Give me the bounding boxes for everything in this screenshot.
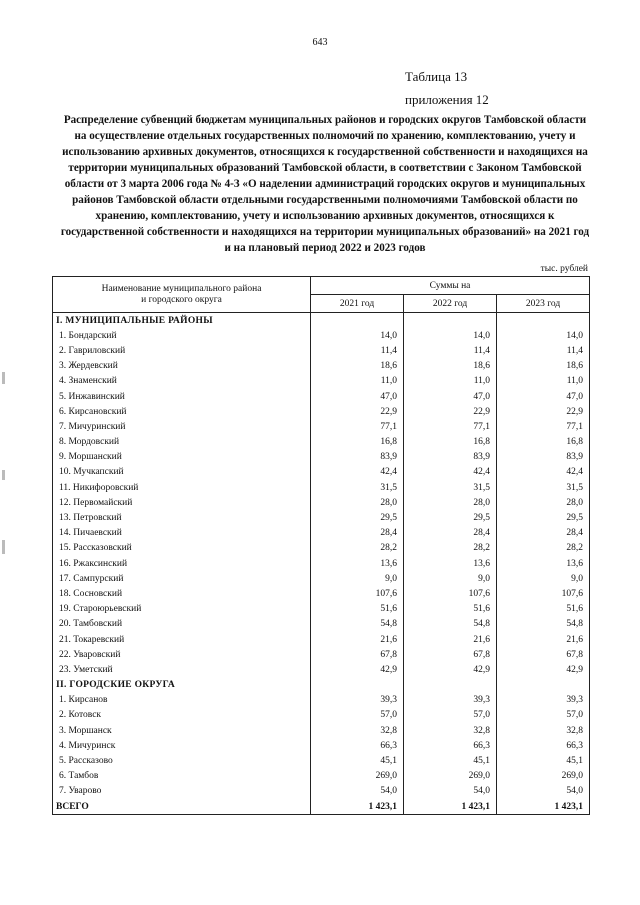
- table-row: [53, 586, 590, 601]
- table-row: [53, 526, 590, 541]
- table-body: [53, 313, 590, 815]
- row-label: 6. Кирсановский: [53, 404, 311, 419]
- table-row: [53, 404, 590, 419]
- amount-cell: 51,6: [497, 602, 590, 617]
- table-row: [53, 480, 590, 495]
- table-row: [53, 541, 590, 556]
- sums-header: Суммы на: [311, 277, 590, 295]
- amount-cell: 39,3: [497, 693, 590, 708]
- section-header-row: [53, 678, 590, 693]
- table-row: [53, 632, 590, 647]
- amount-cell: 11,0: [497, 374, 590, 389]
- amount-cell: 83,9: [497, 450, 590, 465]
- amount-cell: 83,9: [311, 450, 404, 465]
- row-label: 1. Кирсанов: [53, 693, 311, 708]
- amount-cell: 54,8: [404, 617, 497, 632]
- amount-cell: 21,6: [497, 632, 590, 647]
- amount-cell: 57,0: [497, 708, 590, 723]
- year-header-2021: 2021 год: [311, 295, 404, 313]
- row-label: ВСЕГО: [53, 799, 311, 815]
- table-row: [53, 389, 590, 404]
- name-header-line2: и городского округа: [141, 294, 222, 305]
- table-row: [53, 374, 590, 389]
- amount-cell: 269,0: [404, 769, 497, 784]
- row-label: 20. Тамбовский: [53, 617, 311, 632]
- row-label: 3. Жердевский: [53, 359, 311, 374]
- row-label: 8. Мордовский: [53, 435, 311, 450]
- document-title: Распределение субвенций бюджетам муниципальных районов и городских округов Тамбовской области на осуществление отдельных государственных полномочий по хранению, комплектованию, учету и использованию архивных документов, относящихся к государственной собственности и находящихся на территории муниципальных образований Тамбовской области, в соответствии с Законом Тамбовской области от 3 марта 2006 года № 4-З «О наделении администраций городских округов и муниципальных районов Тамбовской области отдельными государственными полномочиями Тамбовской области по хранению, комплектованию, учету и использованию архивных документов, относящихся к государственной собственности и находящихся на территории муниципальных образований» на 2021 год и на плановый период 2022 и 2023 годов: [60, 114, 590, 254]
- amount-cell: 9,0: [497, 571, 590, 586]
- amount-cell: 22,9: [404, 404, 497, 419]
- amount-cell: 42,4: [311, 465, 404, 480]
- empty-cell: [311, 313, 404, 329]
- table-row: [53, 495, 590, 510]
- amount-cell: 18,6: [404, 359, 497, 374]
- year-header-2022: 2022 год: [404, 295, 497, 313]
- table-row: [53, 465, 590, 480]
- amount-cell: 107,6: [311, 586, 404, 601]
- amount-cell: 66,3: [497, 738, 590, 753]
- amount-cell: 42,9: [497, 662, 590, 677]
- table-row: [53, 617, 590, 632]
- amount-cell: 18,6: [497, 359, 590, 374]
- table-row: [53, 769, 590, 784]
- amount-cell: 9,0: [311, 571, 404, 586]
- amount-cell: 47,0: [311, 389, 404, 404]
- table-row: [53, 556, 590, 571]
- amount-cell: 269,0: [311, 769, 404, 784]
- table-row: [53, 328, 590, 343]
- amount-cell: 51,6: [311, 602, 404, 617]
- amount-cell: 32,8: [404, 723, 497, 738]
- row-label: 14. Пичаевский: [53, 526, 311, 541]
- amount-cell: 47,0: [497, 389, 590, 404]
- row-label: 10. Мучкапский: [53, 465, 311, 480]
- amount-cell: 67,8: [497, 647, 590, 662]
- amount-cell: 21,6: [311, 632, 404, 647]
- amount-cell: 39,3: [404, 693, 497, 708]
- amount-cell: 28,4: [311, 526, 404, 541]
- row-label: 11. Никифоровский: [53, 480, 311, 495]
- amount-cell: 11,0: [404, 374, 497, 389]
- amount-cell: 11,4: [404, 343, 497, 358]
- amount-cell: 107,6: [497, 586, 590, 601]
- row-label: 21. Токаревский: [53, 632, 311, 647]
- amount-cell: 16,8: [311, 435, 404, 450]
- row-label: 5. Рассказово: [53, 753, 311, 768]
- amount-cell: 28,2: [311, 541, 404, 556]
- table-row: [53, 450, 590, 465]
- amount-cell: 32,8: [497, 723, 590, 738]
- amount-cell: 28,4: [404, 526, 497, 541]
- row-label: II. ГОРОДСКИЕ ОКРУГА: [53, 678, 311, 693]
- amount-cell: 77,1: [311, 419, 404, 434]
- row-label: 7. Мичуринский: [53, 419, 311, 434]
- table-row: [53, 419, 590, 434]
- scan-margin-mark: [2, 470, 5, 480]
- table-row: [53, 693, 590, 708]
- row-label: 2. Гавриловский: [53, 343, 311, 358]
- amount-cell: 45,1: [404, 753, 497, 768]
- amount-cell: 39,3: [311, 693, 404, 708]
- row-label: 23. Уметский: [53, 662, 311, 677]
- row-label: 22. Уваровский: [53, 647, 311, 662]
- page-number: 643: [312, 37, 328, 48]
- empty-cell: [311, 678, 404, 693]
- amount-cell: 66,3: [311, 738, 404, 753]
- row-label: 12. Первомайский: [53, 495, 311, 510]
- row-label: 15. Рассказовский: [53, 541, 311, 556]
- empty-cell: [497, 313, 590, 329]
- amount-cell: 51,6: [404, 602, 497, 617]
- table-row: [53, 510, 590, 525]
- row-label: 19. Староюрьевский: [53, 602, 311, 617]
- amount-cell: 16,8: [404, 435, 497, 450]
- table-row: [53, 708, 590, 723]
- amount-cell: 42,9: [311, 662, 404, 677]
- amount-cell: 31,5: [404, 480, 497, 495]
- amount-cell: 28,2: [497, 541, 590, 556]
- row-label: 7. Уварово: [53, 784, 311, 799]
- subvention-table: [52, 276, 590, 815]
- row-label: 4. Мичуринск: [53, 738, 311, 753]
- amount-cell: 11,0: [311, 374, 404, 389]
- amount-cell: 9,0: [404, 571, 497, 586]
- amount-cell: 28,0: [404, 495, 497, 510]
- amount-cell: 11,4: [497, 343, 590, 358]
- row-label: 4. Знаменский: [53, 374, 311, 389]
- table-row: [53, 435, 590, 450]
- name-column-header: [53, 277, 311, 313]
- amount-cell: 269,0: [497, 769, 590, 784]
- amount-cell: 54,0: [404, 784, 497, 799]
- amount-cell: 22,9: [497, 404, 590, 419]
- amount-cell: 21,6: [404, 632, 497, 647]
- amount-cell: 13,6: [404, 556, 497, 571]
- table-row: [53, 784, 590, 799]
- amount-cell: 1 423,1: [404, 799, 497, 815]
- amount-cell: 29,5: [311, 510, 404, 525]
- section-header-row: [53, 313, 590, 329]
- amount-cell: 45,1: [497, 753, 590, 768]
- amount-cell: 45,1: [311, 753, 404, 768]
- empty-cell: [404, 678, 497, 693]
- amount-cell: 77,1: [497, 419, 590, 434]
- amount-cell: 28,0: [497, 495, 590, 510]
- amount-cell: 1 423,1: [311, 799, 404, 815]
- amount-cell: 77,1: [404, 419, 497, 434]
- row-label: 16. Ржаксинский: [53, 556, 311, 571]
- amount-cell: 14,0: [497, 328, 590, 343]
- table-row: [53, 662, 590, 677]
- amount-cell: 54,0: [497, 784, 590, 799]
- amount-cell: 67,8: [404, 647, 497, 662]
- amount-cell: 16,8: [497, 435, 590, 450]
- row-label: 1. Бондарский: [53, 328, 311, 343]
- table-row: [53, 753, 590, 768]
- amount-cell: 42,4: [497, 465, 590, 480]
- amount-cell: 28,0: [311, 495, 404, 510]
- row-label: 3. Моршанск: [53, 723, 311, 738]
- amount-cell: 13,6: [311, 556, 404, 571]
- amount-cell: 42,4: [404, 465, 497, 480]
- amount-cell: 14,0: [404, 328, 497, 343]
- amount-cell: 57,0: [311, 708, 404, 723]
- amount-cell: 32,8: [311, 723, 404, 738]
- amount-cell: 107,6: [404, 586, 497, 601]
- table-row: [53, 571, 590, 586]
- amount-cell: 42,9: [404, 662, 497, 677]
- amount-cell: 28,2: [404, 541, 497, 556]
- amount-cell: 47,0: [404, 389, 497, 404]
- units-label: тыс. рублей: [540, 264, 588, 274]
- empty-cell: [497, 678, 590, 693]
- scan-margin-mark: [2, 372, 5, 384]
- amount-cell: 1 423,1: [497, 799, 590, 815]
- name-header-line1: Наименование муниципального района: [101, 283, 262, 294]
- amount-cell: 14,0: [311, 328, 404, 343]
- amount-cell: 54,8: [497, 617, 590, 632]
- row-label: 17. Сампурский: [53, 571, 311, 586]
- amount-cell: 31,5: [311, 480, 404, 495]
- row-label: 2. Котовск: [53, 708, 311, 723]
- table-row: [53, 359, 590, 374]
- year-header-2023: 2023 год: [497, 295, 590, 313]
- table-row: [53, 647, 590, 662]
- amount-cell: 29,5: [497, 510, 590, 525]
- row-label: I. МУНИЦИПАЛЬНЫЕ РАЙОНЫ: [53, 313, 311, 329]
- amount-cell: 57,0: [404, 708, 497, 723]
- empty-cell: [404, 313, 497, 329]
- amount-cell: 54,8: [311, 617, 404, 632]
- amount-cell: 31,5: [497, 480, 590, 495]
- row-label: 5. Инжавинский: [53, 389, 311, 404]
- total-row: [53, 799, 590, 815]
- amount-cell: 18,6: [311, 359, 404, 374]
- amount-cell: 83,9: [404, 450, 497, 465]
- row-label: 13. Петровский: [53, 510, 311, 525]
- appendix-label: приложения 12: [405, 92, 489, 107]
- amount-cell: 54,0: [311, 784, 404, 799]
- amount-cell: 11,4: [311, 343, 404, 358]
- table-row: [53, 602, 590, 617]
- amount-cell: 13,6: [497, 556, 590, 571]
- row-label: 6. Тамбов: [53, 769, 311, 784]
- table-row: [53, 723, 590, 738]
- amount-cell: 66,3: [404, 738, 497, 753]
- row-label: 18. Сосновский: [53, 586, 311, 601]
- table-label: Таблица 13: [405, 69, 468, 84]
- table-row: [53, 343, 590, 358]
- row-label: 9. Моршанский: [53, 450, 311, 465]
- amount-cell: 22,9: [311, 404, 404, 419]
- scan-margin-mark: [2, 540, 5, 554]
- amount-cell: 67,8: [311, 647, 404, 662]
- amount-cell: 28,4: [497, 526, 590, 541]
- table-row: [53, 738, 590, 753]
- amount-cell: 29,5: [404, 510, 497, 525]
